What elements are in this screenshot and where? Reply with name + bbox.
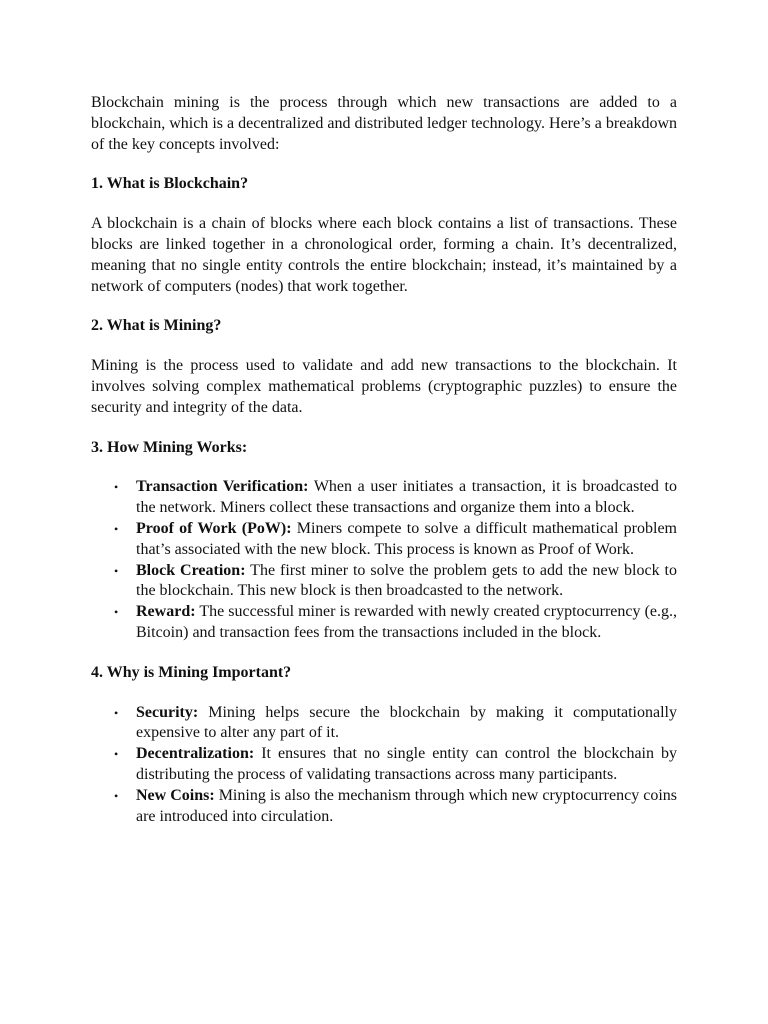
section-heading-mining: 2. What is Mining?	[91, 317, 222, 335]
bullet-icon: •	[114, 605, 119, 620]
section-heading-why-mining-important: 4. Why is Mining Important?	[91, 663, 292, 681]
list-item-term: Reward:	[136, 603, 196, 621]
section-paragraph-blockchain: A blockchain is a chain of blocks where each block contains a list of transactions. These blocks are linked together in a chronological order, forming a chain. It’s decentralized, meaning that no single entity controls the entire blockchain; instead, it’s maintained by a network of computers (nodes) that work together.	[91, 215, 677, 295]
bullet-icon: •	[114, 480, 119, 495]
bullet-icon: •	[114, 563, 119, 578]
section-heading-how-mining-works: 3. How Mining Works:	[91, 438, 248, 456]
why-mining-important-list	[91, 703, 677, 828]
list-item	[114, 519, 677, 561]
list-item	[114, 602, 677, 644]
intro-paragraph: Blockchain mining is the process through which new transactions are added to a blockchain, which is a decentralized and distributed ledger technology. Here’s a breakdown of the key concepts involved:	[91, 94, 677, 153]
list-item	[114, 786, 677, 828]
list-item-term: Transaction Verification:	[136, 478, 309, 496]
list-item	[114, 561, 677, 603]
list-item-text: When a user initiates a transaction, it is broadcasted to the network. Miners collect these transactions and organize them into a block.	[136, 478, 677, 517]
list-item-text: Miners compete to solve a difficult mathematical problem that’s associated with the new block. This process is known as Proof of Work.	[136, 519, 677, 558]
bullet-icon: •	[114, 705, 119, 720]
list-item-text: Mining is also the mechanism through which new cryptocurrency coins are introduced into circulation.	[136, 786, 677, 825]
list-item-term: Proof of Work (PoW):	[136, 519, 292, 537]
list-item-text: Mining helps secure the blockchain by making it computationally expensive to alter any part of it.	[136, 703, 677, 742]
list-item	[114, 477, 677, 519]
list-item-term: New Coins:	[136, 786, 215, 804]
bullet-icon: •	[114, 788, 119, 803]
bullet-icon: •	[114, 521, 119, 536]
list-item-text: The first miner to solve the problem gets to add the new block to the blockchain. This new block is then broadcasted to the network.	[136, 561, 677, 600]
list-item-term: Decentralization:	[136, 745, 255, 763]
list-item-term: Security:	[136, 703, 199, 721]
list-item	[114, 703, 677, 745]
how-mining-works-list	[91, 477, 677, 643]
bullet-icon: •	[114, 747, 119, 762]
section-paragraph-mining: Mining is the process used to validate and add new transactions to the blockchain. It involves solving complex mathematical problems (cryptographic puzzles) to ensure the security and integrity of the data.	[91, 357, 677, 416]
list-item-text: The successful miner is rewarded with newly created cryptocurrency (e.g., Bitcoin) and transaction fees from the transactions included in the block.	[136, 603, 677, 641]
list-item-text: It ensures that no single entity can control the blockchain by distributing the process of validating transactions across many participants.	[136, 745, 677, 783]
list-item-term: Block Creation:	[136, 561, 246, 579]
section-heading-blockchain: 1. What is Blockchain?	[91, 175, 249, 193]
list-item	[114, 744, 677, 786]
